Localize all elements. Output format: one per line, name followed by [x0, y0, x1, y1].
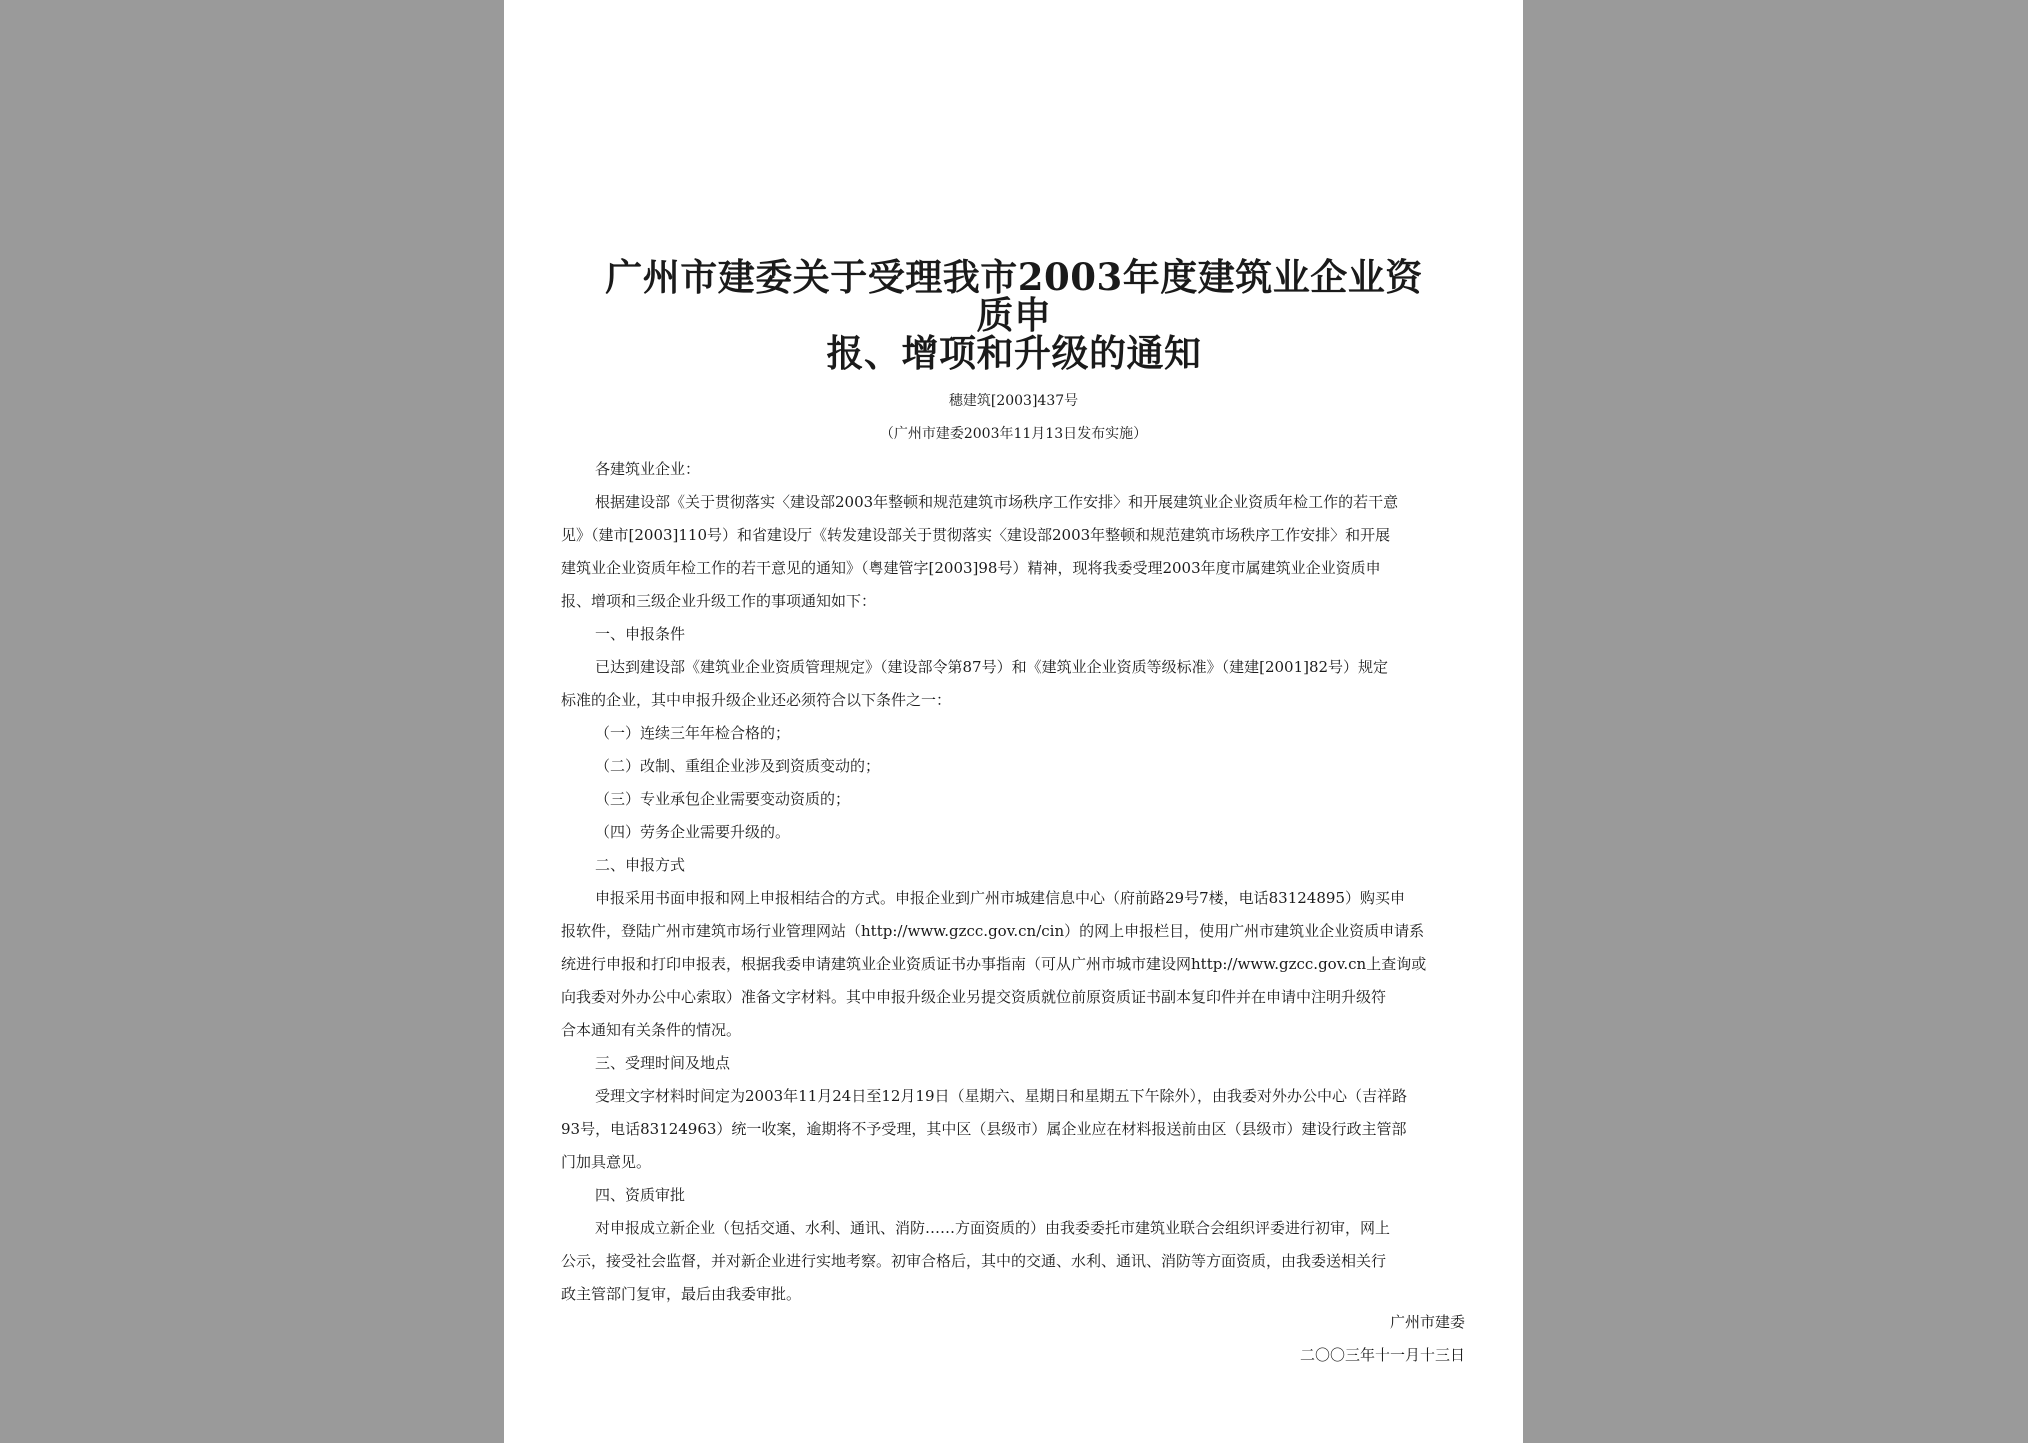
body-line: 建筑业企业资质年检工作的若干意见的通知》（粤建管字[2003]98号）精神，现将我委受理2003年度市属建筑业企业资质申: [561, 559, 1381, 577]
document-body: [561, 453, 1526, 1311]
body-line: （一）连续三年年检合格的；: [595, 724, 791, 742]
signature: 广州市建委: [1389, 1313, 1465, 1331]
body-line: 见》（建市[2003]110号）和省建设厅《转发建设部关于贯彻落实〈建设部2003年整顿和规范建筑市场秩序工作安排〉和开展: [561, 526, 1391, 544]
body-line: 四、资质审批: [595, 1186, 686, 1204]
body-line: 报软件，登陆广州市建筑市场行业管理网站（http://www.gzcc.gov.cn/cin）的网上申报栏目，使用广州市建筑业企业资质申请系: [561, 922, 1425, 940]
document-page: [504, 0, 1523, 1443]
title-line-1: 广州市建委关于受理我市2003年度建筑业企业资质申: [605, 255, 1423, 337]
body-line: 对申报成立新企业（包括交通、水利、通讯、消防……方面资质的）由我委委托市建筑业联合会组织评委进行初审，网上: [595, 1219, 1391, 1237]
body-line: 标准的企业，其中申报升级企业还必须符合以下条件之一：: [561, 691, 952, 709]
body-line: 政主管部门复审，最后由我委审批。: [561, 1285, 802, 1303]
issue-note: （广州市建委2003年11月13日发布实施）: [879, 426, 1148, 442]
body-line: 合本通知有关条件的情况。: [561, 1021, 742, 1039]
body-line: 受理文字材料时间定为2003年11月24日至12月19日（星期六、星期日和星期五下午除外），由我委对外办公中心（吉祥路: [595, 1087, 1408, 1105]
document-number: 穗建筑[2003]437号: [948, 393, 1079, 409]
document-title: [594, 255, 1434, 375]
body-line: 申报采用书面申报和网上申报相结合的方式。申报企业到广州市城建信息中心（府前路29号7楼，电话83124895）购买申: [595, 889, 1405, 907]
body-line: 二、申报方式: [595, 856, 686, 874]
title-line-2: 报、增项和升级的通知: [826, 331, 1202, 375]
body-line: 三、受理时间及地点: [595, 1054, 731, 1072]
body-line: 公示，接受社会监督，并对新企业进行实地考察。初审合格后，其中的交通、水利、通讯、消防等方面资质，由我委送相关行: [561, 1252, 1387, 1270]
body-line: 93号，电话83124963）统一收案，逾期将不予受理，其中区（县级市）属企业应在材料报送前由区（县级市）建设行政主管部: [561, 1120, 1407, 1138]
body-line: （三）专业承包企业需要变动资质的；: [595, 790, 851, 808]
body-line: 已达到建设部《建筑业企业资质管理规定》（建设部令第87号）和《建筑业企业资质等级标准》（建建[2001]82号）规定: [595, 658, 1389, 676]
body-line: 统进行申报和打印申报表，根据我委申请建筑业企业资质证书办事指南（可从广州市城市建设网http://www.gzcc.gov.cn上查询或: [561, 955, 1427, 973]
body-line: 各建筑业企业：: [595, 460, 701, 478]
signature-date: 二〇〇三年十一月十三日: [1299, 1346, 1465, 1364]
body-line: 根据建设部《关于贯彻落实〈建设部2003年整顿和规范建筑市场秩序工作安排〉和开展建筑业企业资质年检工作的若干意: [595, 493, 1399, 511]
body-line: 报、增项和三级企业升级工作的事项通知如下：: [561, 592, 877, 610]
body-line: （二）改制、重组企业涉及到资质变动的；: [595, 757, 881, 775]
body-line: 门加具意见。: [561, 1153, 652, 1171]
body-line: 向我委对外办公中心索取）准备文字材料。其中申报升级企业另提交资质就位前原资质证书副本复印件并在申请中注明升级符: [561, 988, 1387, 1006]
body-line: 一、申报条件: [595, 625, 686, 643]
body-line: （四）劳务企业需要升级的。: [595, 823, 791, 841]
